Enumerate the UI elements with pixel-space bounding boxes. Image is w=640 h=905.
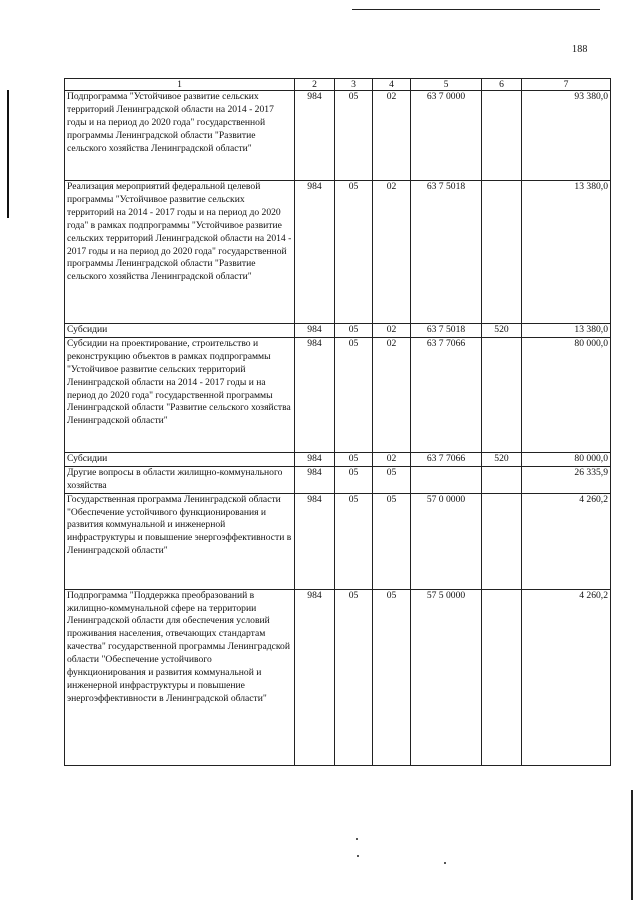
table-row [65, 181, 611, 324]
cell-target-article: 57 0 0000 [411, 493, 482, 589]
cell-admin-code: 984 [295, 181, 335, 324]
cell-expense-type [482, 466, 522, 493]
cell-amount: 26 335,9 [522, 466, 611, 493]
row-name: Субсидии на проектирование, строительство и реконструкцию объектов в рамках подпрограммы "Устойчивое развитие сельских территорий Ленинградской области на 2014 - 2017 годы и на период до 2020 года" государственной программы Ленинградской области "Развитие сельского хозяйства Ленинградской области" [65, 337, 295, 452]
row-name: Субсидии [65, 324, 295, 338]
cell-amount: 93 380,0 [522, 91, 611, 181]
cell-subsection: 02 [373, 181, 411, 324]
cell-admin-code: 984 [295, 324, 335, 338]
cell-expense-type [482, 337, 522, 452]
cell-section: 05 [335, 181, 373, 324]
cell-subsection: 05 [373, 589, 411, 765]
cell-amount: 80 000,0 [522, 452, 611, 466]
cell-subsection: 02 [373, 337, 411, 452]
row-name: Реализация мероприятий федеральной целевой программы "Устойчивое развитие сельских территорий на 2014 - 2017 годы и на период до 2020 года" в рамках подпрограммы "Устойчивое развитие сельских территорий Ленинградской области на 2014 - 2017 годы и на период до 2020 года" государственной программы Ленинградской области "Развитие сельского хозяйства Ленинградской области" [65, 181, 295, 324]
table-row [65, 466, 611, 493]
cell-expense-type: 520 [482, 324, 522, 338]
cell-target-article [411, 466, 482, 493]
page-number: 188 [572, 44, 588, 55]
cell-admin-code: 984 [295, 452, 335, 466]
cell-subsection: 02 [373, 452, 411, 466]
cell-expense-type [482, 589, 522, 765]
cell-amount: 13 380,0 [522, 181, 611, 324]
header-row [65, 79, 611, 91]
cell-expense-type: 520 [482, 452, 522, 466]
left-margin-mark [7, 90, 9, 218]
cell-section: 05 [335, 452, 373, 466]
table-row [65, 493, 611, 589]
top-rule [352, 9, 600, 10]
budget-table [64, 78, 611, 766]
cell-amount: 4 260,2 [522, 493, 611, 589]
cell-admin-code: 984 [295, 589, 335, 765]
cell-section: 05 [335, 91, 373, 181]
table-row [65, 324, 611, 338]
cell-amount: 4 260,2 [522, 589, 611, 765]
cell-section: 05 [335, 324, 373, 338]
cell-admin-code: 984 [295, 91, 335, 181]
cell-section: 05 [335, 337, 373, 452]
column-header: 2 [295, 79, 335, 91]
table-row [65, 91, 611, 181]
row-name: Подпрограмма "Устойчивое развитие сельских территорий Ленинградской области на 2014 - 2017 годы и на период до 2020 года" государственной программы Ленинградской области "Развитие сельского хозяйства Ленинградской области" [65, 91, 295, 181]
column-header: 4 [373, 79, 411, 91]
column-header: 5 [411, 79, 482, 91]
table-row [65, 452, 611, 466]
cell-subsection: 05 [373, 466, 411, 493]
cell-expense-type [482, 493, 522, 589]
row-name: Другие вопросы в области жилищно-коммунального хозяйства [65, 466, 295, 493]
cell-target-article: 63 7 7066 [411, 452, 482, 466]
cell-subsection: 02 [373, 324, 411, 338]
table-row [65, 337, 611, 452]
cell-admin-code: 984 [295, 337, 335, 452]
cell-admin-code: 984 [295, 466, 335, 493]
cell-target-article: 57 5 0000 [411, 589, 482, 765]
cell-subsection: 02 [373, 91, 411, 181]
cell-target-article: 63 7 5018 [411, 324, 482, 338]
row-name: Подпрограмма "Поддержка преобразований в жилищно-коммунальной сфере на территории Ленинградской области для обеспечения условий проживания населения, отвечающих стандартам качества" государственной программы Ленинградской области "Обеспечение устойчивого функционирования и развития коммунальной и инженерной инфраструктуры и повышение энергоэффективности в Ленинградской области" [65, 589, 295, 765]
cell-amount: 13 380,0 [522, 324, 611, 338]
column-header: 6 [482, 79, 522, 91]
cell-section: 05 [335, 493, 373, 589]
cell-target-article: 63 7 5018 [411, 181, 482, 324]
cell-expense-type [482, 91, 522, 181]
column-header: 3 [335, 79, 373, 91]
cell-expense-type [482, 181, 522, 324]
row-name: Субсидии [65, 452, 295, 466]
cell-target-article: 63 7 0000 [411, 91, 482, 181]
column-header: 7 [522, 79, 611, 91]
right-margin-mark [631, 790, 633, 900]
table-row [65, 589, 611, 765]
cell-subsection: 05 [373, 493, 411, 589]
cell-admin-code: 984 [295, 493, 335, 589]
column-header: 1 [65, 79, 295, 91]
cell-target-article: 63 7 7066 [411, 337, 482, 452]
cell-section: 05 [335, 466, 373, 493]
cell-section: 05 [335, 589, 373, 765]
row-name: Государственная программа Ленинградской области "Обеспечение устойчивого функционирования и развития коммунальной и инженерной инфраструктуры и повышение энергоэффективности в Ленинградской области" [65, 493, 295, 589]
cell-amount: 80 000,0 [522, 337, 611, 452]
